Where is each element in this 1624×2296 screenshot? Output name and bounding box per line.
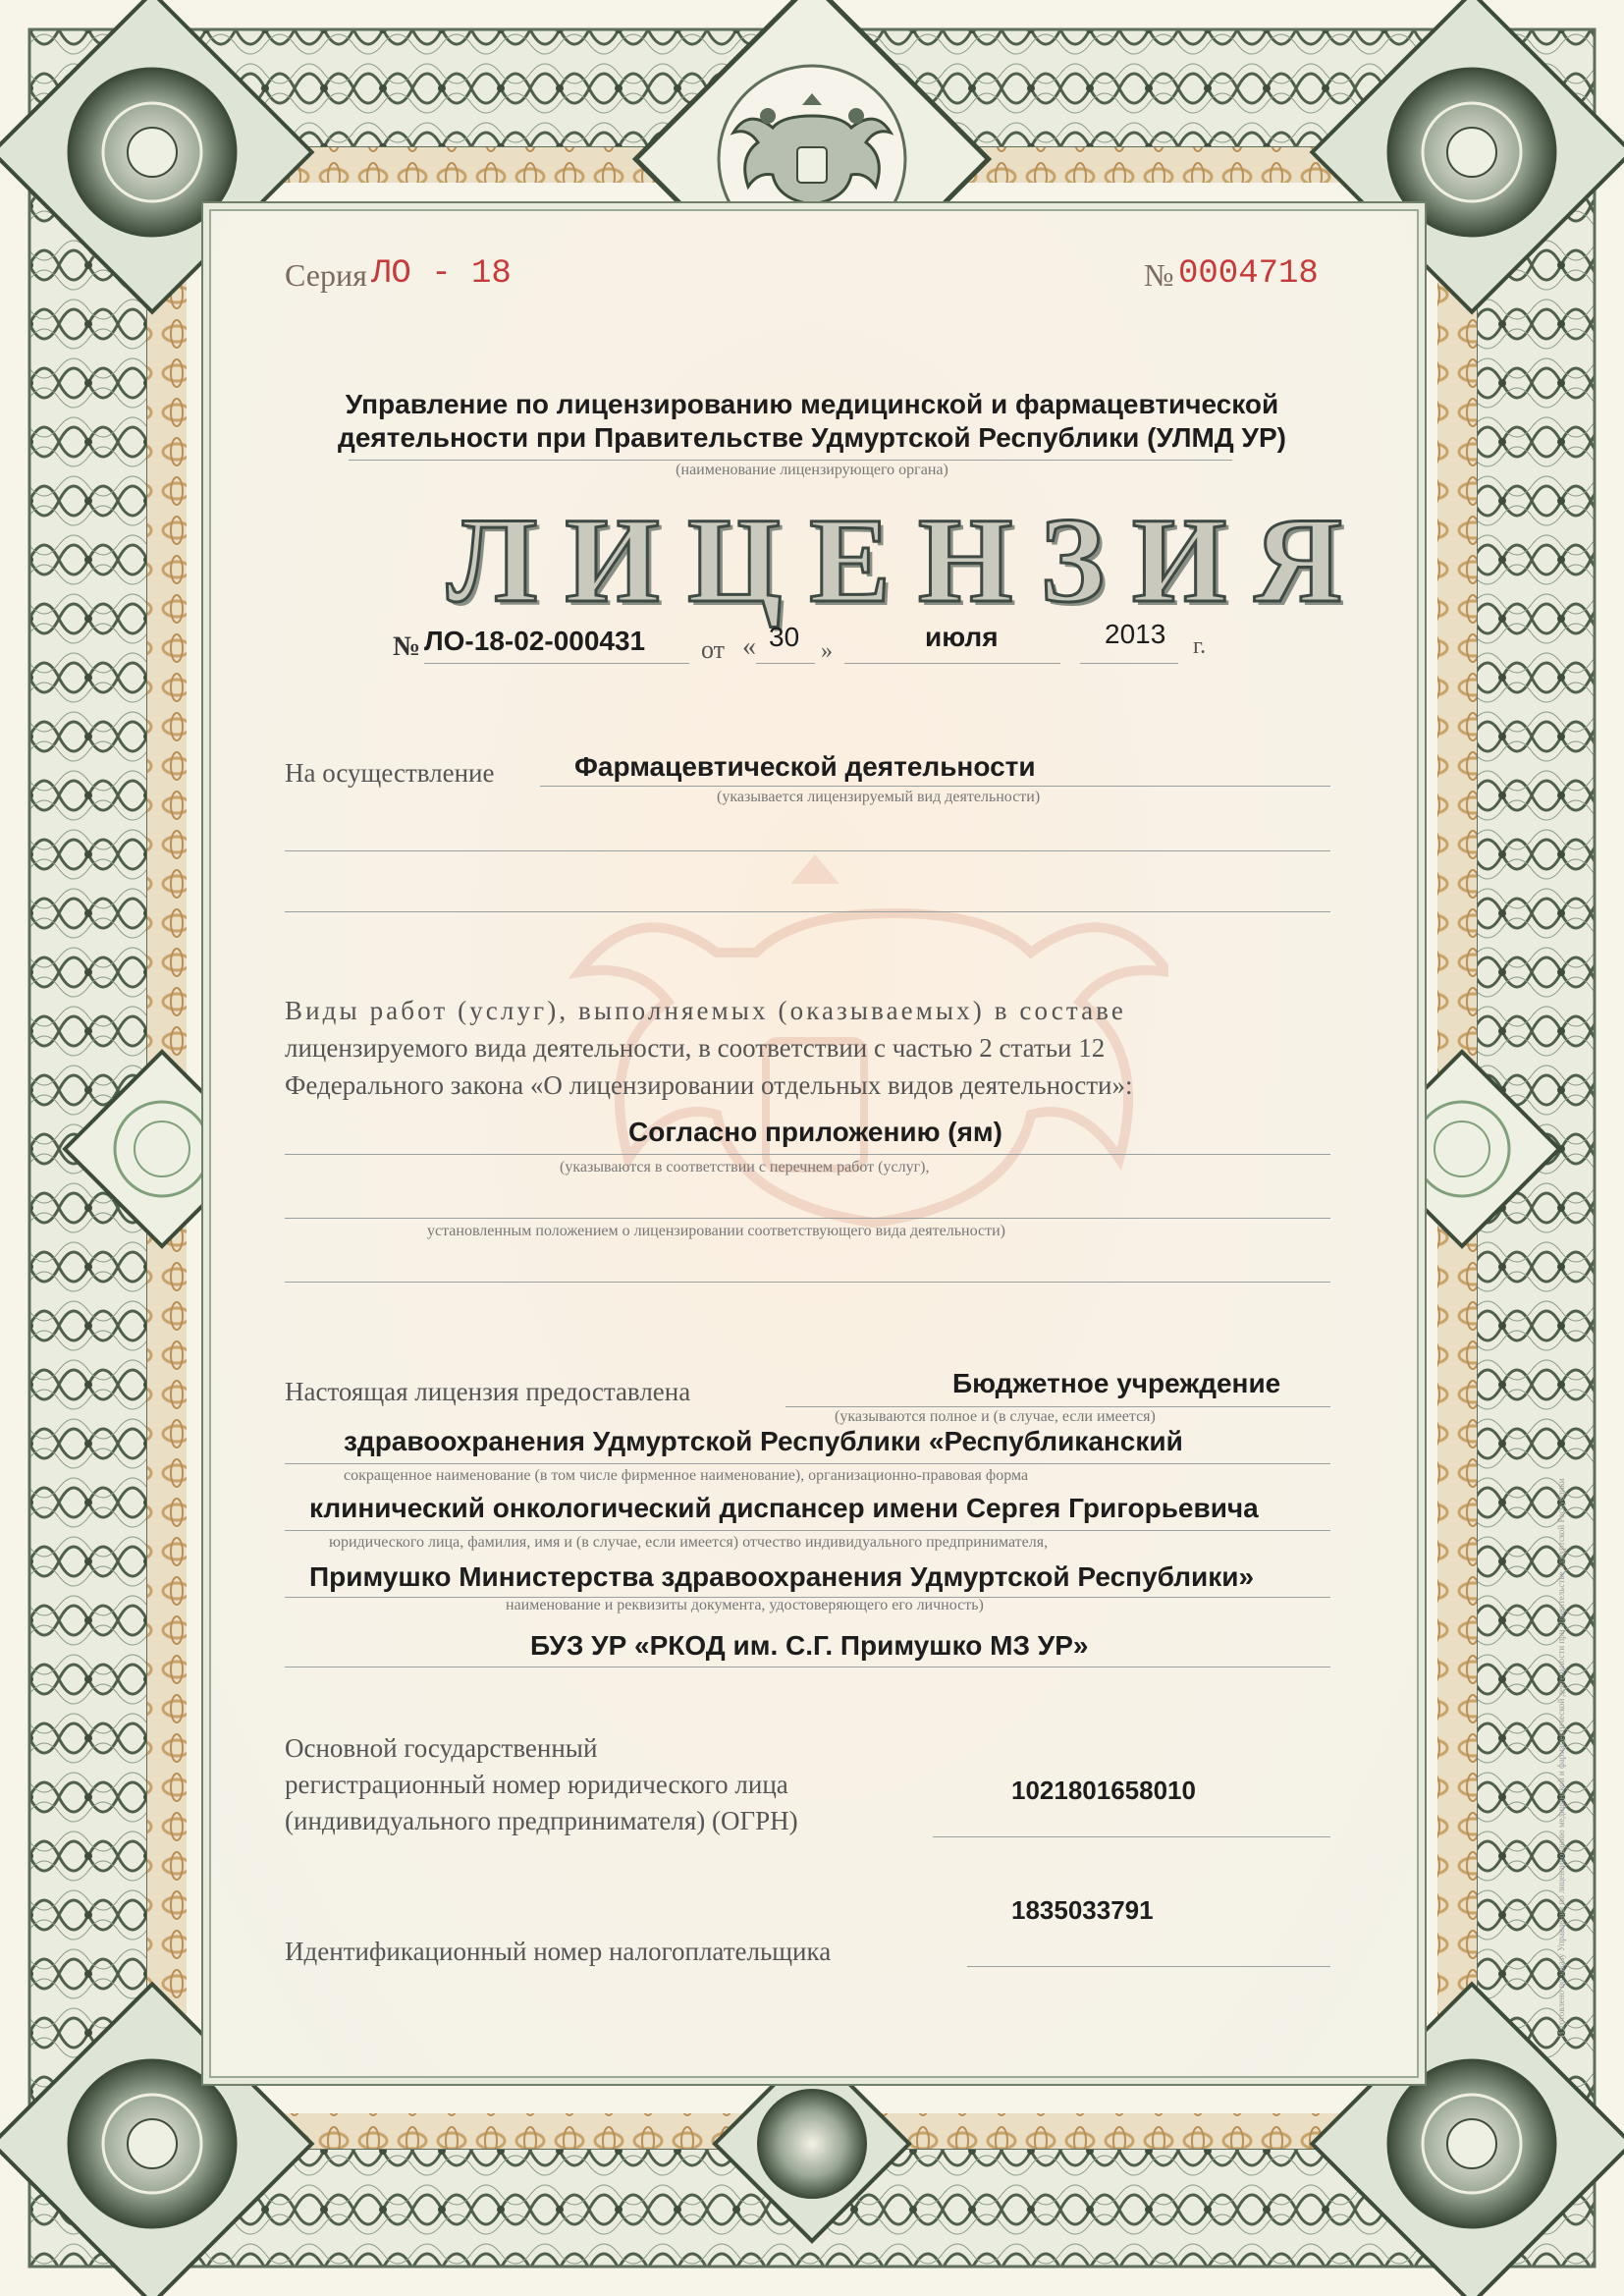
series-label: Серия <box>285 257 367 293</box>
holder-caption-4: наименование и реквизиты документа, удостоверяющего его личность) <box>506 1597 984 1613</box>
license-month: июля <box>925 622 999 652</box>
document-title: ЛИЦЕНЗИЯ <box>447 493 1370 628</box>
activity-caption: (указывается лицензируемый вид деятельности) <box>717 789 1041 805</box>
quote-open: « <box>742 631 756 662</box>
number-value: 0004718 <box>1178 255 1319 293</box>
license-from-label: от <box>701 635 726 664</box>
holder-caption-3: юридического лица, фамилия, имя и (в случае, если имеется) отчество индивидуального предпринимателя, <box>329 1534 1049 1551</box>
works-line-3: Федерального закона «О лицензировании отдельных видов деятельности»: <box>285 1070 1133 1100</box>
inn-value: 1835033791 <box>1011 1895 1154 1925</box>
license-year: 2013 <box>1105 619 1166 649</box>
holder-caption-2: сокращенное наименование (в том числе фирменное наименование), организационно-правовая форма <box>344 1467 1029 1484</box>
license-no-label: № <box>393 631 421 662</box>
works-line-1: Виды работ (услуг), выполняемых (оказываемых) в составе <box>285 996 1126 1025</box>
holder-line-5: БУЗ УР «РКОД им. С.Г. Примушко МЗ УР» <box>530 1630 1089 1661</box>
works-caption-2: установленным положением о лицензировании соответствующего вида деятельности) <box>427 1223 1005 1239</box>
license-number: ЛО-18-02-000431 <box>424 626 646 656</box>
holder-caption-1: (указываются полное и (в случае, если имеется) <box>835 1408 1156 1425</box>
authority-line-2: деятельности при Правительстве Удмуртской Республики (УЛМД УР) <box>338 422 1286 453</box>
holder-line-4: Примушко Министерства здравоохранения Удмуртской Республики» <box>309 1561 1255 1592</box>
license-year-suffix: г. <box>1193 633 1207 659</box>
works-line-2: лицензируемого вида деятельности, в соответствии с частью 2 статьи 12 <box>285 1033 1106 1063</box>
ogrn-label-2: регистрационный номер юридического лица <box>285 1770 788 1799</box>
holder-line-1: Бюджетное учреждение <box>952 1368 1281 1398</box>
holder-label: Настоящая лицензия предоставлена <box>285 1377 691 1406</box>
series-value: ЛО - 18 <box>371 255 512 293</box>
printer-note: Изготовлено по заказу Управления по лицензированию медицинской и фармацевтической деятельности при Правительстве Удмуртской Республики <box>1556 1478 1566 2038</box>
ogrn-value: 1021801658010 <box>1011 1776 1196 1805</box>
inn-label: Идентификационный номер налогоплательщика <box>285 1937 832 1966</box>
authority-line-1: Управление по лицензированию медицинской и фармацевтической <box>345 389 1279 419</box>
number-label: № <box>1144 257 1174 293</box>
authority-caption: (наименование лицензирующего органа) <box>676 462 948 478</box>
holder-line-3: клинический онкологический диспансер имени Сергея Григорьевича <box>309 1493 1259 1523</box>
ogrn-label-1: Основной государственный <box>285 1733 598 1763</box>
quote-close: » <box>821 638 833 664</box>
works-caption-1: (указываются в соответствии с перечнем работ (услуг), <box>560 1159 930 1175</box>
license-day: 30 <box>769 622 800 652</box>
activity-label: На осуществление <box>285 758 495 788</box>
ogrn-label-3: (индивидуального предпринимателя) (ОГРН) <box>285 1806 798 1835</box>
works-value: Согласно приложению (ям) <box>628 1117 1002 1147</box>
activity-value: Фармацевтической деятельности <box>574 751 1036 782</box>
holder-line-2: здравоохранения Удмуртской Республики «Республиканский <box>344 1426 1183 1456</box>
